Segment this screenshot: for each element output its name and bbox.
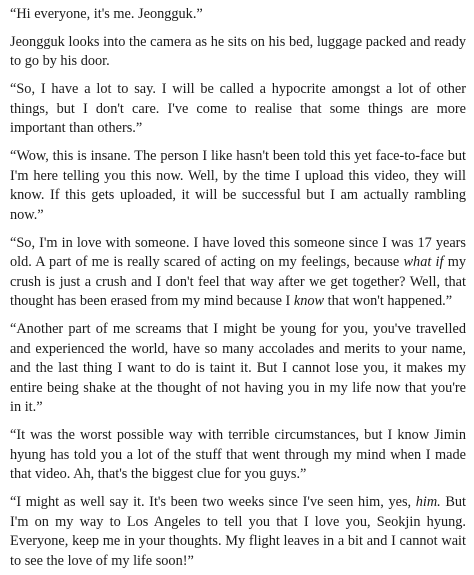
paragraph-worst-way bbox=[10, 426, 466, 485]
text-segment: “So, I have a lot to say. I will be called a hypocrite amongst a lot of other things, but I don't care. I've come to realise that some things are more important than others.” bbox=[10, 81, 466, 136]
text-segment: “Hi everyone, it's me. Jeongguk.” bbox=[10, 6, 203, 22]
paragraph-opening-line bbox=[10, 5, 466, 25]
text-segment: “It was the worst possible way with terrible circumstances, but I know Jimin hyung has told you a lot of the stuff that went through my mind when I made that video. Ah, that's the biggest clue for you guys.” bbox=[10, 427, 466, 482]
text-segment: “Wow, this is insane. The person I like hasn't been told this yet face-to-face but I'm here telling you this now. Well, by the time I upload this video, they will know. If this gets uploaded, it will be successful but I am actually rambling now.” bbox=[10, 148, 466, 223]
paragraph-narration bbox=[10, 33, 466, 72]
paragraph-in-love bbox=[10, 234, 466, 312]
text-segment: “Another part of me screams that I might be young for you, you've travelled and experienced the world, have so many accolades and merits to your name, and the last thing I want to do is taint it. But I cannot lose you, it makes my entire being shake at the thought of not having you in my life now that you're in it.” bbox=[10, 321, 466, 415]
paragraph-insane bbox=[10, 147, 466, 225]
italic-text-segment: what if bbox=[403, 254, 444, 270]
text-segment: that won't happened.” bbox=[324, 293, 453, 309]
paragraph-hypocrite bbox=[10, 80, 466, 139]
italic-text-segment: know bbox=[293, 293, 325, 309]
paragraph-another-part bbox=[10, 320, 466, 418]
text-segment: “So, I'm in love with someone. I have loved this someone since I was 17 years old. A part of me is really scared of acting on my feelings, because bbox=[10, 234, 466, 270]
text-segment: “I might as well say it. It's been two weeks since I've seen him, yes, bbox=[10, 494, 416, 510]
text-segment: my crush is just a crush and I don't feel that way after we get together? Well, that thought has been erased from my mind because I bbox=[10, 254, 467, 309]
italic-text-segment: him. bbox=[415, 494, 441, 510]
paragraph-confession bbox=[10, 493, 466, 571]
text-segment: Jeongguk looks into the camera as he sits on his bed, luggage packed and ready to go by his door. bbox=[10, 33, 466, 69]
text-segment: But I'm on my way to Los Angeles to tell you that I love you, Seokjin hyung. Everyone, keep me in your thoughts. My flight leaves in a bit and I cannot wait to see the love of my life soon!” bbox=[10, 494, 466, 569]
